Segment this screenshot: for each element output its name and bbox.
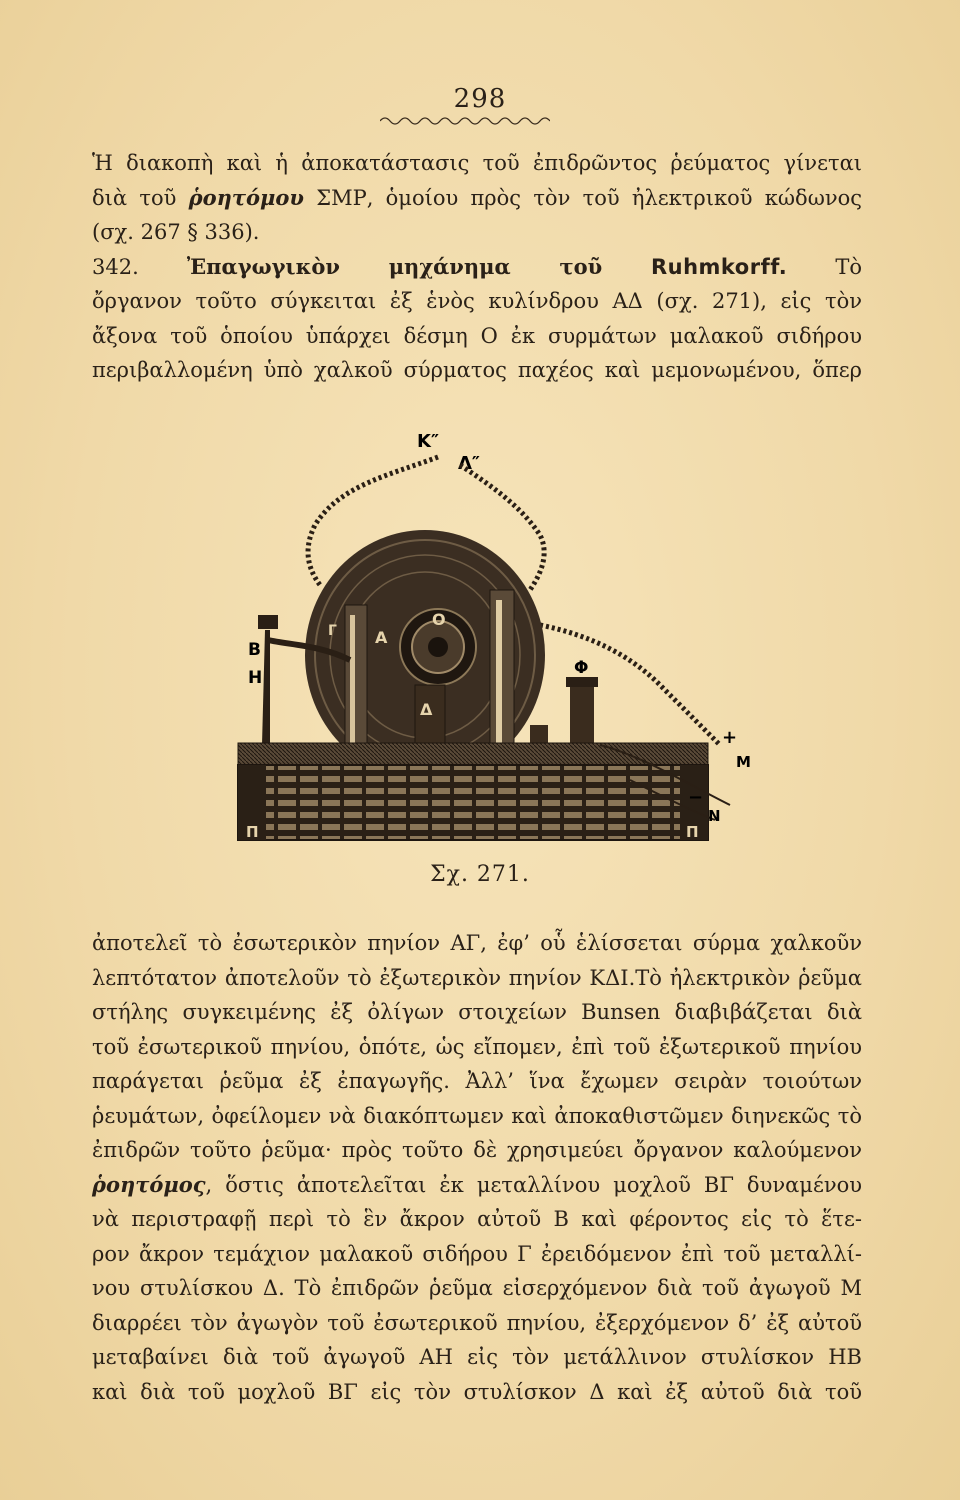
label-g: Γ (328, 623, 337, 639)
section-title-name: Ruhmkorff. (650, 254, 788, 279)
label-h: Η (248, 668, 263, 688)
section-number: 342. (92, 254, 187, 279)
text-line (92, 1168, 862, 1203)
figure-caption: Σχ. 271. (430, 862, 530, 887)
text-line: νου στυλίσκου Δ. Τὸ ἐπιδρῶν ῥεῦμα εἰσερχόμενον διὰ τοῦ ἀγωγοῦ Μ (92, 1276, 862, 1300)
text-line: ἀποτελεῖ τὸ ἐσωτερικὸν πηνίον ΑΓ, ἐφ’ οὗ ἑλίσσεται σύρμα χαλκοῦν (92, 931, 862, 955)
ruhmkorff-coil-illustration (210, 425, 770, 845)
text-line: (σχ. 267 § 336). (92, 220, 260, 244)
page-number: 298 (453, 84, 507, 114)
text-run: ΣΜΡ, ὁμοίου πρὸς τὸν τοῦ ἠλεκτρικοῦ κώδωνος (303, 185, 862, 210)
term-rheotome: ῥοητόμος (92, 1171, 206, 1197)
label-p-left: Π (246, 823, 259, 841)
text-line: στήλης συγκειμένης ἐξ ὀλίγων στοιχείων Bunsen διαβιβάζεται διὰ (92, 1000, 862, 1024)
text-line: ἐπιδρῶν τοῦτο ῥεῦμα· πρὸς τοῦτο δὲ χρησιμεύει ὄργανον καλούμενον (92, 1138, 862, 1162)
label-n: Ν (708, 807, 721, 825)
label-k: Κ″ (417, 431, 439, 452)
label-o: Ο (432, 610, 446, 629)
section-heading-line (92, 250, 862, 285)
text-line: παράγεται ῥεῦμα ἐξ ἐπαγωγῆς. Ἀλλ’ ἵνα ἔχωμεν σειρὰν τοιούτων (92, 1069, 862, 1093)
label-plus: + (722, 727, 738, 748)
label-a: Α (375, 628, 388, 647)
text-run: διὰ τοῦ (92, 185, 189, 210)
label-l: Λ″ (458, 453, 480, 474)
text-line: νὰ περιστραφῇ περὶ τὸ ἓν ἄκρον αὐτοῦ Β καὶ φέροντος εἰς τὸ ἕτε- (92, 1207, 862, 1231)
label-minus: − (688, 787, 704, 808)
section-title: Ἐπαγωγικὸν μηχάνημα τοῦ (186, 253, 651, 279)
text-line (92, 181, 862, 216)
text-line: τοῦ ἐσωτερικοῦ πηνίου, ὁπότε, ὡς εἴπομεν, ἐπὶ τοῦ ἐξωτερικοῦ πηνίου (92, 1034, 862, 1059)
text-line: ρον ἄκρον τεμάχιον μαλακοῦ σιδήρου Γ ἐρειδόμενον ἐπὶ τοῦ μεταλλί- (92, 1241, 862, 1266)
label-b: Β (248, 640, 261, 660)
text-line: λεπτότατον ἀποτελοῦν τὸ ἐξωτερικὸν πηνίον ΚΔΙ.Τὸ ἠλεκτρικὸν ῥεῦμα (92, 965, 862, 990)
text-run: , ὅστις ἀποτελεῖται ἐκ μεταλλίνου μοχλοῦ ΒΓ δυναμένου (205, 1172, 862, 1197)
label-m: Μ (736, 753, 751, 771)
text-line: ἄξονα τοῦ ὁποίου ὑπάρχει δέσμη Ο ἐκ συρμάτων μαλακοῦ σιδήρου (92, 323, 862, 348)
ornamental-wavy-rule (380, 114, 550, 128)
bottom-paragraph (92, 926, 862, 1409)
text-run: Τὸ (787, 254, 863, 279)
text-line: καὶ διὰ τοῦ μοχλοῦ ΒΓ εἰς τὸν στυλίσκον Δ καὶ ἐξ αὐτοῦ διὰ τοῦ (92, 1379, 862, 1404)
term-rheotome: ῥοητόμου (188, 184, 304, 210)
text-line: μεταβαίνει διὰ τοῦ ἀγωγοῦ ΑΗ εἰς τὸν μετάλλινον στυλίσκον ΗΒ (92, 1345, 862, 1369)
top-paragraph (92, 146, 862, 388)
text-line: διαρρέει τὸν ἀγωγὸν τοῦ ἐσωτερικοῦ πηνίου, ἐξερχόμενον δ’ ἐξ αὐτοῦ (92, 1310, 862, 1335)
label-p-right: Π (686, 823, 699, 841)
text-line: Ἡ διακοπὴ καὶ ἡ ἀποκατάστασις τοῦ ἐπιδρῶντος ῥεύματος γίνεται (92, 151, 862, 175)
text-line: ῥευμάτων, ὀφείλομεν νὰ διακόπτωμεν καὶ ἀποκαθιστῶμεν διηνεκῶς τὸ (92, 1103, 862, 1128)
text-line: περιβαλλομένη ὑπὸ χαλκοῦ σύρματος παχέος καὶ μεμονωμένου, ὅπερ (92, 358, 862, 382)
text-line: ὄργανον τοῦτο σύγκειται ἐξ ἑνὸς κυλίνδρου ΑΔ (σχ. 271), εἰς τὸν (92, 289, 862, 313)
label-f: Φ (574, 658, 589, 678)
label-d: Δ (420, 700, 433, 719)
